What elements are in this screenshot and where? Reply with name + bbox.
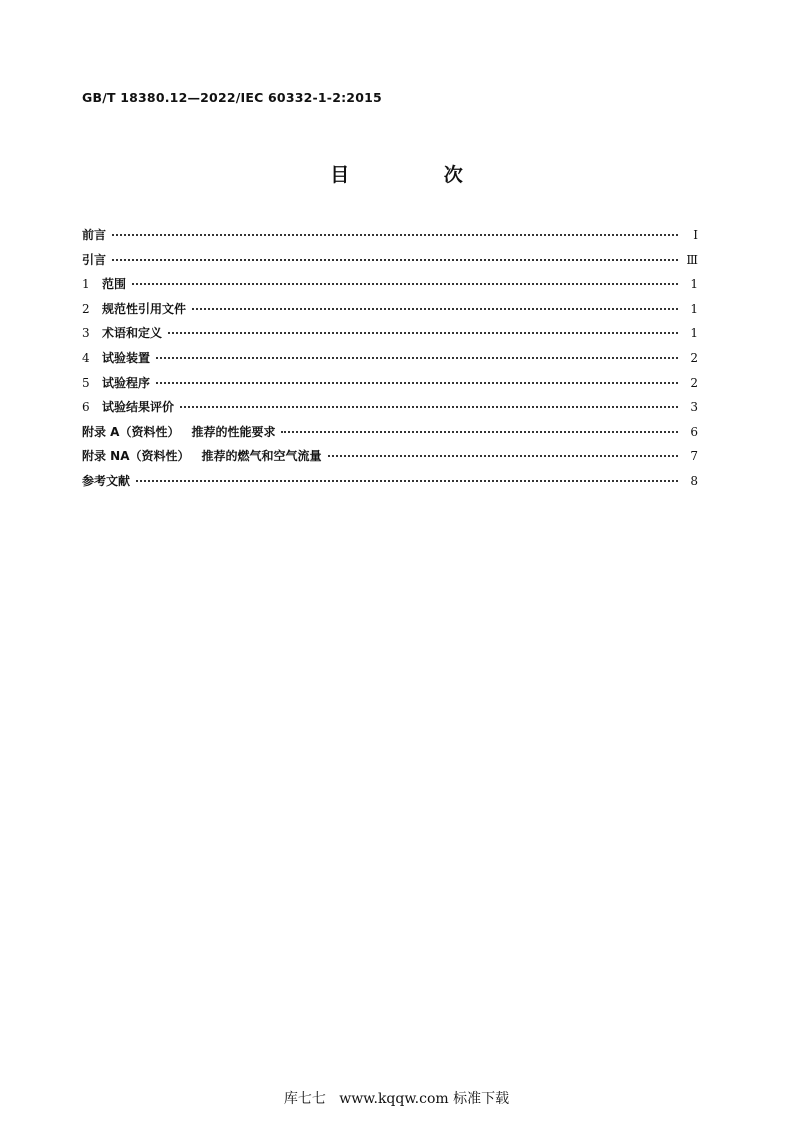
toc-entry-title: 规范性引用文件 (102, 301, 187, 316)
toc-entry-number: 3 (82, 326, 90, 341)
toc-entry[interactable] (82, 275, 698, 300)
footer-text: 库七七 www.kqqw.com 标准下载 (283, 1091, 510, 1107)
toc-entry-title: 参考文献 (82, 473, 131, 488)
toc-entry[interactable] (82, 423, 698, 448)
toc-leader-dots (180, 406, 678, 408)
toc-leader-dots (156, 357, 678, 359)
toc-entry-label (82, 472, 130, 489)
toc-entry-page: Ⅰ (693, 228, 698, 242)
toc-entry[interactable] (82, 300, 698, 325)
toc-entry[interactable] (82, 226, 698, 251)
toc-entry-page: 1 (690, 277, 698, 292)
toc-leader-dots (112, 234, 678, 236)
toc-leader-dots (156, 382, 678, 384)
toc-entry-title: 试验装置 (102, 350, 151, 365)
toc-entry[interactable] (82, 398, 698, 423)
toc-entry-subtitle: 推荐的性能要求 (191, 424, 276, 439)
toc-leader-dots (192, 308, 678, 310)
toc-entry-title: 术语和定义 (102, 326, 163, 341)
toc-entry-label (82, 251, 106, 268)
toc-entry-number: 2 (82, 301, 90, 316)
toc-entry-page: 1 (690, 326, 698, 341)
toc-entry-title: 试验结果评价 (102, 400, 175, 415)
toc-entry-page: 3 (690, 400, 698, 415)
toc-entry[interactable] (82, 251, 698, 276)
toc-entry-label (82, 374, 150, 391)
toc-entry-number: 1 (82, 277, 90, 292)
toc-entry-page: 1 (690, 301, 698, 316)
toc-entry-number: 6 (82, 400, 90, 415)
toc-entry-subtitle: 推荐的燃气和空气流量 (201, 449, 322, 464)
toc-leader-dots (281, 431, 678, 433)
toc-leader-dots (136, 480, 678, 482)
toc-entry-label (82, 349, 150, 366)
toc-entry-title: 前言 (82, 228, 107, 242)
toc-entry-page: 7 (690, 449, 698, 464)
toc-entry[interactable] (82, 349, 698, 374)
toc-entry-label (82, 324, 162, 341)
toc-entry-title: 附录 NA（资料性） (82, 449, 190, 464)
toc-entry[interactable] (82, 324, 698, 349)
toc-entry-page: 2 (690, 375, 698, 390)
toc-leader-dots (132, 283, 678, 285)
page-title: 目 次 (330, 164, 507, 186)
toc-entry-page: 2 (690, 350, 698, 365)
toc-leader-dots (112, 259, 678, 261)
toc-entry-title: 附录 A（资料性） (82, 424, 180, 439)
toc-entry-page: 8 (690, 473, 698, 488)
toc-entry-label (82, 447, 322, 464)
document-id: GB/T 18380.12—2022/IEC 60332-1-2:2015 (82, 90, 382, 105)
toc-entry-label (82, 423, 275, 440)
toc-entry[interactable] (82, 472, 698, 497)
toc-entry-label (82, 398, 174, 415)
toc-entry-page: 6 (690, 424, 698, 439)
toc-entry-title: 试验程序 (102, 375, 151, 390)
toc-entry-label (82, 226, 106, 243)
table-of-contents (82, 226, 698, 497)
toc-entry-title: 范围 (102, 277, 127, 292)
toc-entry[interactable] (82, 374, 698, 399)
toc-entry-label (82, 300, 186, 317)
toc-entry-number: 4 (82, 350, 90, 365)
toc-entry[interactable] (82, 447, 698, 472)
toc-leader-dots (328, 455, 678, 457)
toc-entry-number: 5 (82, 375, 90, 390)
toc-entry-page: Ⅲ (686, 252, 698, 267)
toc-entry-title: 引言 (82, 252, 107, 267)
toc-leader-dots (168, 332, 678, 334)
toc-entry-label (82, 275, 126, 292)
